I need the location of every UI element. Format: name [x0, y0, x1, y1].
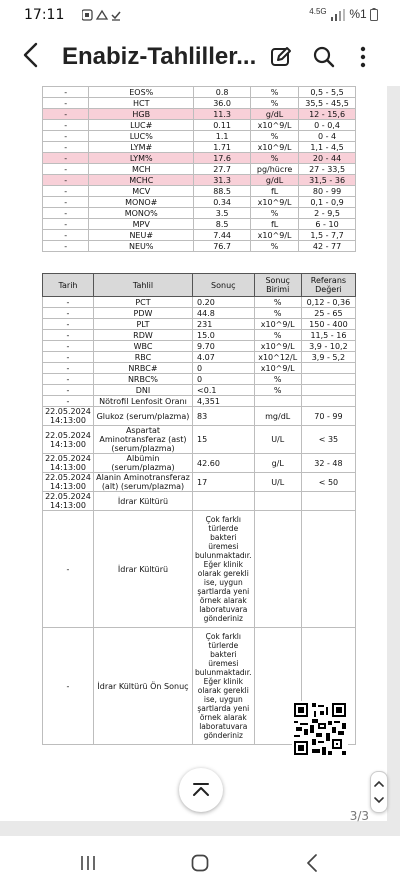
table-row	[43, 153, 356, 164]
cell-unit: %	[254, 374, 301, 385]
cell-unit	[254, 511, 301, 628]
cell-unit: fL	[251, 186, 299, 197]
cell-date: -	[43, 511, 94, 628]
cell-ref: 3,9 - 5,2	[301, 352, 355, 363]
cell-date: -	[43, 352, 94, 363]
table-row	[43, 330, 356, 341]
table-row	[43, 385, 356, 396]
table-row	[43, 374, 356, 385]
cell-result: <0.1	[193, 385, 255, 396]
cell-unit: %	[251, 87, 299, 98]
notification-icons	[82, 9, 126, 24]
status-time: 17:11	[24, 7, 65, 23]
cell-test: NRBC%	[93, 374, 192, 385]
cell-date: -	[43, 153, 89, 164]
cell-ref: 6 - 10	[299, 219, 356, 230]
results-table-body	[43, 87, 356, 252]
fast-scroll-handle[interactable]	[370, 771, 388, 813]
cell-unit	[254, 396, 301, 407]
cell-ref	[301, 363, 355, 374]
header-date: Tarih	[43, 274, 94, 297]
cell-ref: 70 - 99	[301, 407, 355, 426]
cell-result: 0.8	[194, 87, 251, 98]
cell-test: MPV	[89, 219, 194, 230]
scroll-top-icon	[191, 782, 211, 798]
cell-test: DNI	[93, 385, 192, 396]
cell-test: WBC	[93, 341, 192, 352]
pdf-viewer[interactable]	[0, 86, 400, 836]
cell-result: 1.71	[194, 142, 251, 153]
cell-test: İdrar Kültürü	[93, 511, 192, 628]
cell-result: 88.5	[194, 186, 251, 197]
cell-ref: 27 - 33,5	[299, 164, 356, 175]
cell-unit: x10^9/L	[254, 319, 301, 330]
status-bar	[0, 0, 400, 30]
cell-ref: 20 - 44	[299, 153, 356, 164]
cell-test: PDW	[93, 308, 192, 319]
table-row	[43, 473, 356, 492]
cell-ref	[301, 374, 355, 385]
cell-ref: 1,1 - 4,5	[299, 142, 356, 153]
cell-ref: 1,5 - 7,7	[299, 230, 356, 241]
cell-date: -	[43, 374, 94, 385]
cell-unit	[254, 492, 301, 511]
more-icon	[360, 46, 366, 68]
cell-test: LYM%	[89, 153, 194, 164]
cell-result: 8.5	[194, 219, 251, 230]
cell-result	[193, 492, 255, 511]
header-ref: Referans Değeri	[301, 274, 355, 297]
cell-date: 22.05.2024 14:13:00	[43, 426, 94, 454]
cell-date: -	[43, 142, 89, 153]
cell-result: 36.0	[194, 98, 251, 109]
results-table-body	[43, 297, 356, 745]
status-right	[309, 7, 378, 21]
cell-test: Alanin Aminotransferaz (alt) (serum/plazma)	[93, 473, 192, 492]
cell-unit: %	[254, 297, 301, 308]
cell-ref	[301, 396, 355, 407]
cell-ref: 80 - 99	[299, 186, 356, 197]
cell-result: 76.7	[194, 241, 251, 252]
cell-result: 9.70	[193, 341, 255, 352]
cell-unit: x10^9/L	[251, 142, 299, 153]
cell-unit: %	[251, 98, 299, 109]
table-row	[43, 98, 356, 109]
app-bar	[0, 30, 400, 86]
cell-result: Çok farklı türlerde bakteri üremesi bulunmaktadır. Eğer klinik olarak gerekli ise, uygun şartlarda yeni örnek alarak laboratuvara gönderiniz	[193, 628, 255, 745]
cell-unit: g/dL	[251, 175, 299, 186]
table-row	[43, 297, 356, 308]
header-unit: Sonuç Birimi	[254, 274, 301, 297]
cell-date: -	[43, 175, 89, 186]
battery-icon	[370, 8, 378, 21]
cell-result: 17	[193, 473, 255, 492]
more-options-button[interactable]	[348, 42, 378, 72]
table-row	[43, 164, 356, 175]
cell-date: -	[43, 341, 94, 352]
table-row	[43, 352, 356, 363]
cell-ref: 0,12 - 0,36	[301, 297, 355, 308]
cell-unit: x10^9/L	[254, 363, 301, 374]
table-row	[43, 175, 356, 186]
cell-date: -	[43, 330, 94, 341]
recent-apps-icon	[79, 855, 97, 871]
cell-test: NEU#	[89, 230, 194, 241]
cell-date: -	[43, 219, 89, 230]
cell-result: 17.6	[194, 153, 251, 164]
table-row	[43, 454, 356, 473]
table-row	[43, 109, 356, 120]
cell-date: -	[43, 186, 89, 197]
header-result: Sonuç	[193, 274, 255, 297]
cell-date: -	[43, 208, 89, 219]
cell-date: -	[43, 164, 89, 175]
cell-unit: x10^9/L	[251, 230, 299, 241]
cell-ref: 2 - 9,5	[299, 208, 356, 219]
cell-unit: x10^9/L	[254, 341, 301, 352]
cell-date: 22.05.2024 14:13:00	[43, 407, 94, 426]
cell-ref: 0 - 0,4	[299, 120, 356, 131]
signal-icon	[330, 9, 346, 21]
cell-ref: 32 - 48	[301, 454, 355, 473]
cell-test: MCV	[89, 186, 194, 197]
table-row	[43, 241, 356, 252]
cell-date: 22.05.2024 14:13:00	[43, 492, 94, 511]
cell-unit: %	[251, 241, 299, 252]
cell-test: HCT	[89, 98, 194, 109]
edit-icon	[269, 45, 293, 69]
cell-ref: 0 - 4	[299, 131, 356, 142]
cell-result: 3.5	[194, 208, 251, 219]
cell-result: 0	[193, 374, 255, 385]
nav-back-icon	[306, 854, 318, 872]
scroll-handle-icon	[371, 772, 387, 812]
cell-result: 42.60	[193, 454, 255, 473]
header-test: Tahlil	[93, 274, 192, 297]
cell-test: LUC#	[89, 120, 194, 131]
cell-ref: 25 - 65	[301, 308, 355, 319]
cell-result: 4.07	[193, 352, 255, 363]
cell-test: PLT	[93, 319, 192, 330]
cell-unit: U/L	[254, 473, 301, 492]
cell-test: Aspartat Aminotransferaz (ast) (serum/plazma)	[93, 426, 192, 454]
cell-date: -	[43, 87, 89, 98]
cell-unit: g/dL	[251, 109, 299, 120]
cell-result: 15	[193, 426, 255, 454]
cell-ref: 35,5 - 45,5	[299, 98, 356, 109]
cell-ref: < 35	[301, 426, 355, 454]
results-table-page-3	[42, 273, 356, 745]
cell-result: 44.8	[193, 308, 255, 319]
navigation-bar	[0, 838, 400, 888]
cell-result: 27.7	[194, 164, 251, 175]
cell-unit: U/L	[254, 426, 301, 454]
table-row	[43, 120, 356, 131]
cell-ref: 0,5 - 5,5	[299, 87, 356, 98]
cell-date: -	[43, 230, 89, 241]
cell-result: 0.11	[194, 120, 251, 131]
cell-ref: < 50	[301, 473, 355, 492]
cell-result: 1.1	[194, 131, 251, 142]
table-row	[43, 511, 356, 628]
home-icon	[191, 854, 209, 872]
table-row	[43, 197, 356, 208]
cell-result: 231	[193, 319, 255, 330]
cell-unit: %	[251, 208, 299, 219]
cell-unit: mg/dL	[254, 407, 301, 426]
results-table-page-2	[42, 86, 356, 252]
cell-result: Çok farklı türlerde bakteri üremesi bulunmaktadır. Eğer klinik olarak gerekli ise, uygun şartlarda yeni örnek alarak laboratuvara gönderiniz	[193, 511, 255, 628]
cell-ref: 0,1 - 0,9	[299, 197, 356, 208]
cell-date: -	[43, 241, 89, 252]
cell-ref: 150 - 400	[301, 319, 355, 330]
table-row	[43, 186, 356, 197]
cell-result: 4,351	[193, 396, 255, 407]
cell-date: 22.05.2024 14:13:00	[43, 473, 94, 492]
table-header-row	[43, 274, 356, 297]
cell-unit: fL	[251, 219, 299, 230]
cell-unit: %	[251, 131, 299, 142]
table-row	[43, 492, 356, 511]
cell-date: 22.05.2024 14:13:00	[43, 454, 94, 473]
table-row	[43, 131, 356, 142]
cell-unit: x10^12/L	[254, 352, 301, 363]
cell-test: MCHC	[89, 175, 194, 186]
cell-ref: 42 - 77	[299, 241, 356, 252]
home-button[interactable]	[182, 850, 218, 876]
page-number: 3/3	[349, 809, 369, 823]
search-button[interactable]	[309, 42, 339, 72]
cell-unit: x10^9/L	[251, 197, 299, 208]
cell-date: -	[43, 131, 89, 142]
cell-result: 0.20	[193, 297, 255, 308]
cell-test: NEU%	[89, 241, 194, 252]
document-title: Enabiz-Tahliller...	[62, 43, 257, 70]
cell-result: 0	[193, 363, 255, 374]
cell-result: 0.34	[194, 197, 251, 208]
cell-test: MCH	[89, 164, 194, 175]
table-row	[43, 230, 356, 241]
cell-unit: %	[254, 385, 301, 396]
cell-ref	[301, 385, 355, 396]
search-icon	[312, 45, 336, 69]
table-row	[43, 396, 356, 407]
cell-unit: %	[251, 153, 299, 164]
cell-test: Albümin (serum/plazma)	[93, 454, 192, 473]
cell-test: LYM#	[89, 142, 194, 153]
table-row	[43, 87, 356, 98]
cell-result: 83	[193, 407, 255, 426]
back-icon	[20, 40, 42, 70]
cell-test: İdrar Kültürü	[93, 492, 192, 511]
cell-date: -	[43, 98, 89, 109]
pdf-page-3	[0, 269, 387, 821]
table-row	[43, 407, 356, 426]
cell-test: RDW	[93, 330, 192, 341]
cell-test: MONO#	[89, 197, 194, 208]
scroll-to-top-button[interactable]	[179, 768, 223, 812]
cell-unit: %	[254, 308, 301, 319]
cell-unit: %	[254, 330, 301, 341]
cell-test: Nötrofil Lenfosit Oranı	[93, 396, 192, 407]
cell-date: -	[43, 319, 94, 330]
cell-date: -	[43, 363, 94, 374]
cell-test: Glukoz (serum/plazma)	[93, 407, 192, 426]
cell-result: 7.44	[194, 230, 251, 241]
edit-button[interactable]	[266, 42, 296, 72]
cell-result: 15.0	[193, 330, 255, 341]
table-row	[43, 363, 356, 374]
cell-date: -	[43, 628, 94, 745]
cell-test: LUC%	[89, 131, 194, 142]
cell-date: -	[43, 385, 94, 396]
notification-icon	[82, 9, 126, 21]
table-row	[43, 219, 356, 230]
network-label: 4.5G	[309, 7, 327, 16]
cell-ref: 31,5 - 36	[299, 175, 356, 186]
cell-test: NRBC#	[93, 363, 192, 374]
cell-ref: 11,5 - 16	[301, 330, 355, 341]
qr-code	[292, 701, 348, 757]
recent-apps-button[interactable]	[70, 850, 106, 876]
cell-test: MONO%	[89, 208, 194, 219]
back-button[interactable]	[20, 40, 50, 74]
cell-result: 11.3	[194, 109, 251, 120]
cell-date: -	[43, 308, 94, 319]
table-row	[43, 208, 356, 219]
nav-back-button[interactable]	[294, 850, 330, 876]
cell-test: İdrar Kültürü Ön Sonuç	[93, 628, 192, 745]
cell-ref	[301, 511, 355, 628]
cell-unit: x10^9/L	[251, 120, 299, 131]
cell-result: 31.3	[194, 175, 251, 186]
cell-date: -	[43, 396, 94, 407]
cell-ref: 3,9 - 10,2	[301, 341, 355, 352]
cell-test: EOS%	[89, 87, 194, 98]
cell-test: RBC	[93, 352, 192, 363]
battery-text: %1	[349, 7, 367, 21]
table-row	[43, 308, 356, 319]
table-row	[43, 426, 356, 454]
cell-date: -	[43, 109, 89, 120]
cell-test: PCT	[93, 297, 192, 308]
table-row	[43, 341, 356, 352]
cell-ref	[301, 492, 355, 511]
cell-date: -	[43, 297, 94, 308]
table-row	[43, 142, 356, 153]
cell-unit: pg/hücre	[251, 164, 299, 175]
cell-unit: g/L	[254, 454, 301, 473]
cell-date: -	[43, 120, 89, 131]
table-row	[43, 319, 356, 330]
cell-ref: 12 - 15,6	[299, 109, 356, 120]
cell-test: HGB	[89, 109, 194, 120]
cell-date: -	[43, 197, 89, 208]
